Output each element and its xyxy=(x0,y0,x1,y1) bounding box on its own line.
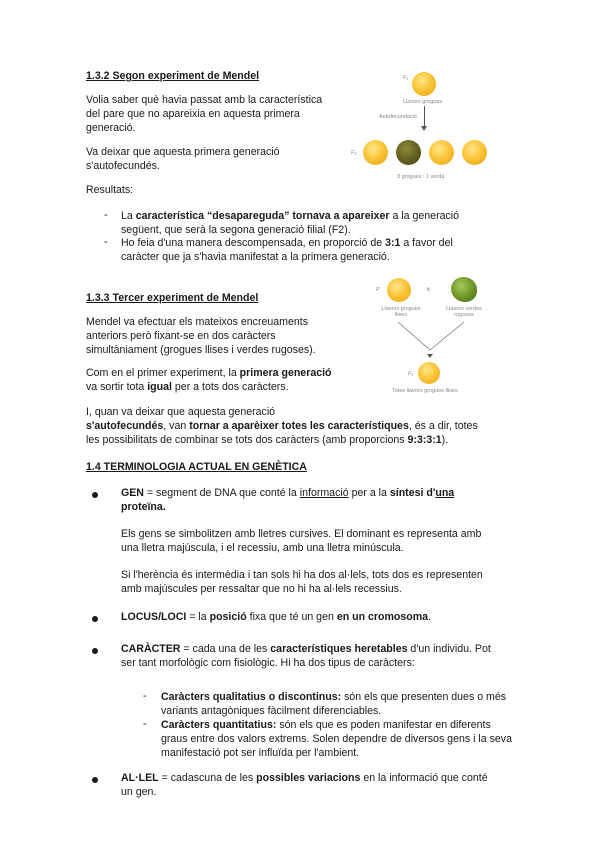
result-item-2: Ho feia d'una manera descompensada, en proporció de 3:1 a favor del caràcter que ja s'havia manifestat a la primera generació. xyxy=(121,237,453,263)
section-heading-1-3-2: 1.3.2 Segon experiment de Mendel xyxy=(86,70,260,82)
f2-yellow-seed xyxy=(462,140,487,165)
arrow-line xyxy=(424,106,425,128)
f2-yellow-seed xyxy=(429,140,454,165)
term-caracter: CARÀCTER = cada una de les característiques heretables d'un individu. Pot ser tant morfològic com fisiològic. Hi ha dos tipus de caràcters: xyxy=(121,643,491,669)
section-heading-1-3-3: 1.3.3 Tercer experiment de Mendel xyxy=(86,292,259,304)
gen-intermediate-paragraph: Si l'herència és intermèdia i tan sols hi ha dos al·lels, tots dos es representen amb majúscules per ressaltar que no hi ha al·lels recessius. xyxy=(121,569,483,595)
section-heading-1-4: 1.4 TERMINOLOGIA ACTUAL EN GENÈTICA xyxy=(86,461,307,473)
gen-notation-paragraph: Els gens se simbolitzen amb lletres cursives. El dominant es representa amb una lletra majúscula, i el recessiu, amb una lletra minúscula. xyxy=(121,528,482,554)
bullet-icon xyxy=(92,777,98,783)
term-gen: GEN = segment de DNA que conté la informació per a la síntesi d'una proteïna. xyxy=(121,487,455,513)
f2-yellow-seed xyxy=(363,140,388,165)
dash-bullet: - xyxy=(143,690,147,702)
figure-third-experiment: P × Llavors grogues llises Llavors verdes rugoses F₁ Totes llavors grogues llises xyxy=(370,274,500,398)
term-locus: LOCUS/LOCI = la posició fixa que té un gen en un cromosoma. xyxy=(121,611,432,623)
dash-bullet: - xyxy=(104,209,108,221)
paragraph-first-generation: Com en el primer experiment, la primera generació va sortir tota igual per a tots dos caràcters. xyxy=(86,367,332,393)
f1-yellow-smooth-seed xyxy=(418,362,440,384)
bullet-icon xyxy=(92,492,98,498)
dash-bullet: - xyxy=(104,236,108,248)
paragraph-intro: Volia saber què havia passat amb la característica del pare que no apareixia en aquesta primera generació. xyxy=(86,94,323,134)
f1-yellow-seed xyxy=(412,72,436,96)
arrow-head-icon xyxy=(421,126,427,131)
subterm-qualitative: Caràcters qualitatius o discontinus: són els que presenten dues o més variants antagòniques fàcilment diferenciables. xyxy=(161,691,507,717)
figure-second-experiment: F₁ Llavors grogues Autofecundació F₂ 3 grogues : 1 verda xyxy=(345,68,505,188)
term-alel: AL·LEL = cadascuna de les possibles variacions en la informació que conté un gen. xyxy=(121,772,488,798)
paragraph-self-fertilization: I, quan va deixar que aquesta generació s'autofecundés, van tornar a aparèixer totes les característiques, és a dir, totes les possibilitats de combinar se tots dos caràcters (amb proporcions 9:3:3:1). xyxy=(86,406,478,446)
bullet-icon xyxy=(92,616,98,622)
result-item-1: La característica “desapareguda” tornava a apareixer a la generació següent, que serà la segona generació filial (F2). xyxy=(121,210,460,236)
f2-green-seed xyxy=(396,140,421,165)
bullet-icon xyxy=(92,648,98,654)
subterm-quantitative: Caràcters quantitatius: són els que es poden manifestar en diferents graus entre dos valors extrems. Solen dependre de diversos gens i la seva manifestació pot ser influïda per l'ambient. xyxy=(161,719,512,759)
paragraph-crossings: Mendel va efectuar els mateixos encreuaments anteriors però fixant-se en dos caràcters simultàniament (grogues llises i verdes rugoses). xyxy=(86,316,316,356)
dash-bullet: - xyxy=(143,718,147,730)
results-label: Resultats: xyxy=(86,184,134,196)
paragraph-selffert: Va deixar que aquesta primera generació s'autofecundés. xyxy=(86,146,280,172)
